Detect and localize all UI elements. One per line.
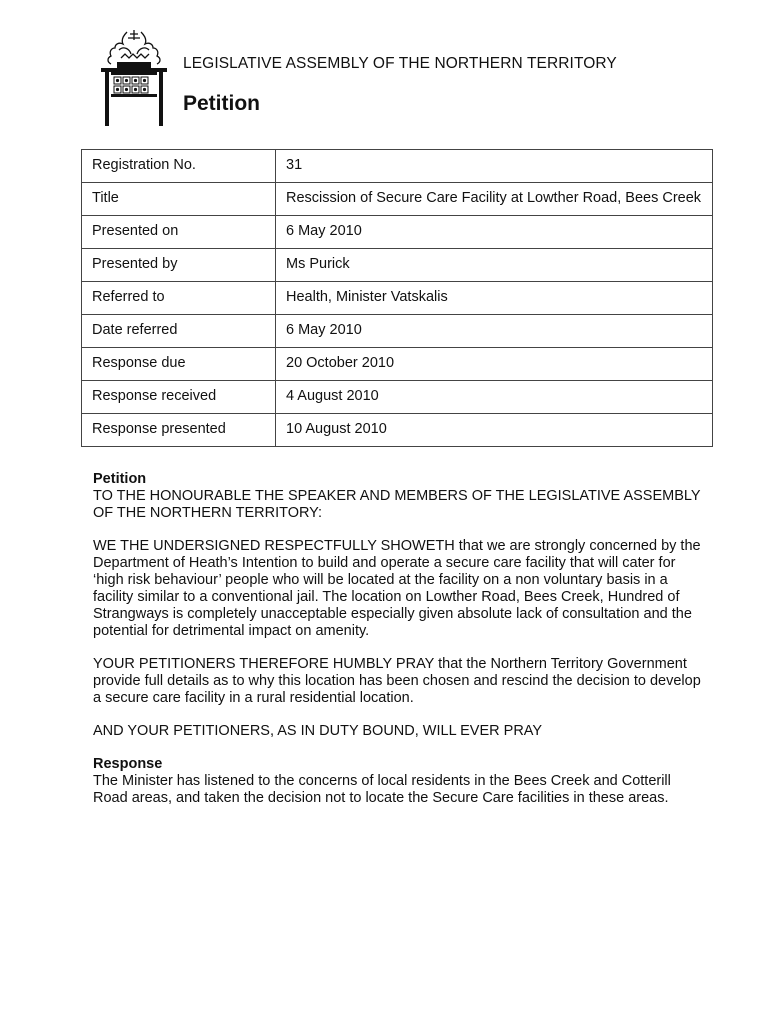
- table-row: [82, 348, 713, 381]
- table-row: [82, 381, 713, 414]
- petition-showeth: WE THE UNDERSIGNED RESPECTFULLY SHOWETH that we are strongly concerned by the Department of Heath’s Intention to build and operate a secure care facility that will cater for ‘high risk behaviour’ people who will be located at the facility on a non voluntary basis in a facility similar to a conventional jail. The location on Lowther Road, Bees Creek, Hundred of Strangways is completely unacceptable especially given absolute lack of consultation and the potential for detrimental impact on amenity.: [93, 538, 701, 639]
- assembly-name: LEGISLATIVE ASSEMBLY OF THE NORTHERN TERRITORY: [183, 55, 617, 72]
- table-row: [82, 183, 713, 216]
- row-value: Rescission of Secure Care Facility at Lowther Road, Bees Creek: [276, 183, 713, 216]
- row-value: 6 May 2010: [276, 216, 713, 249]
- row-value: 4 August 2010: [276, 381, 713, 414]
- petition-address: TO THE HONOURABLE THE SPEAKER AND MEMBERS OF THE LEGISLATIVE ASSEMBLY OF THE NORTHERN TERRITORY:: [93, 488, 701, 521]
- petition-pray: YOUR PETITIONERS THEREFORE HUMBLY PRAY that the Northern Territory Government provide full details as to why this location has been chosen and rescind the decision to develop a secure care facility in a rural residential location.: [93, 656, 701, 706]
- petition-heading: Petition: [93, 471, 147, 487]
- row-label: Referred to: [82, 282, 276, 315]
- row-label: Presented by: [82, 249, 276, 282]
- row-label: Presented on: [82, 216, 276, 249]
- row-label: Date referred: [82, 315, 276, 348]
- response-section: [93, 756, 705, 807]
- page-title: Petition: [183, 92, 260, 115]
- row-value: Ms Purick: [276, 249, 713, 282]
- petition-intro: [93, 471, 705, 522]
- response-heading: Response: [93, 756, 163, 772]
- table-row: [82, 150, 713, 183]
- petition-body: [93, 471, 705, 823]
- row-value: 6 May 2010: [276, 315, 713, 348]
- petition-closing: AND YOUR PETITIONERS, AS IN DUTY BOUND, WILL EVER PRAY: [93, 723, 543, 739]
- row-label: Response received: [82, 381, 276, 414]
- row-value: 31: [276, 150, 713, 183]
- table-row: [82, 414, 713, 447]
- table-row: [82, 315, 713, 348]
- row-label: Response due: [82, 348, 276, 381]
- row-label: Title: [82, 183, 276, 216]
- table-row: [82, 216, 713, 249]
- row-value: 10 August 2010: [276, 414, 713, 447]
- row-value: 20 October 2010: [276, 348, 713, 381]
- petition-details-table: [81, 149, 713, 447]
- table-row: [82, 249, 713, 282]
- table-row: [82, 282, 713, 315]
- row-value: Health, Minister Vatskalis: [276, 282, 713, 315]
- assembly-emblem-icon: [97, 28, 171, 128]
- row-label: Response presented: [82, 414, 276, 447]
- row-label: Registration No.: [82, 150, 276, 183]
- response-text: The Minister has listened to the concerns of local residents in the Bees Creek and Cotterill Road areas, and taken the decision not to locate the Secure Care facilities in these areas.: [93, 773, 671, 806]
